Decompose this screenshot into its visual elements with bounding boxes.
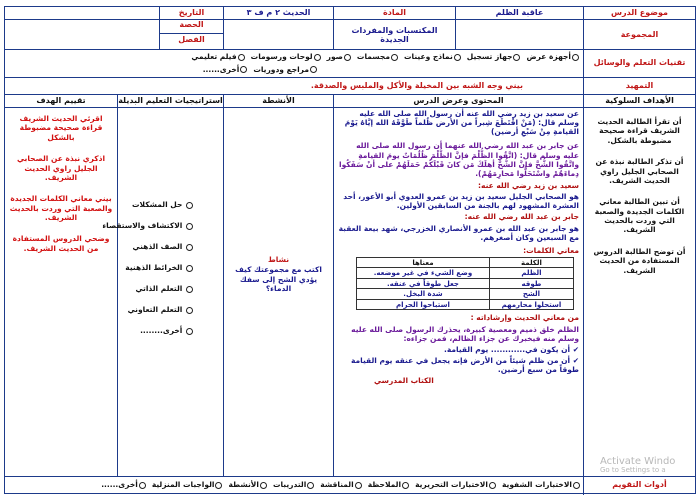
evaluation-item: وضحي الدروس المستفادة من الحديث الشريف. <box>12 234 110 253</box>
assessment-option[interactable] <box>273 481 314 490</box>
tech-option[interactable] <box>251 53 321 62</box>
goal-item: أن تبين الطالبة معاني الكلمات الجديدة والصعبة التي وردت بالحديث الشريف. <box>594 197 685 235</box>
words-header-cell: الكلمة <box>489 257 573 268</box>
word-cell: الشح <box>489 289 573 300</box>
narrator-1-title: سعيد بن زيد رضي الله عنه: <box>478 180 579 190</box>
radio-circle-icon[interactable] <box>215 482 222 489</box>
material-value: الحديث ٢ م ف ٣ <box>223 7 333 19</box>
header-row-2 <box>5 20 695 50</box>
radio-circle-icon[interactable] <box>260 482 267 489</box>
tech-option-label: مجسمات <box>356 52 390 61</box>
words-row <box>357 278 574 289</box>
assessment-option[interactable] <box>152 481 223 490</box>
assessment-option[interactable] <box>415 481 496 490</box>
words-row <box>357 289 574 300</box>
assessment-options <box>5 477 583 495</box>
activity-title: نشاط <box>267 255 290 264</box>
evaluation-item: بيني معاني الكلمات الجديدة والصعبة التي وردت بالحديث الشريف. <box>9 194 113 222</box>
narrator-1-text: هو الصحابي الجليل سعيد بن زيد بن عمرو العدوي أبو الأعور، أحد العشرة المشهود لهم بالجنة من السابقين الأولين. <box>343 192 579 211</box>
content-column <box>333 95 583 476</box>
radio-circle-icon[interactable] <box>355 482 362 489</box>
evaluation-header: تقييم الهدف <box>5 95 117 108</box>
meaning-cell: استباحوا الحرام <box>357 299 490 310</box>
tech-option-label: أجهزة عرض <box>526 52 571 61</box>
strategy-label: التعلم الذاتي <box>135 284 183 293</box>
assessment-option[interactable] <box>101 481 146 490</box>
radio-circle-icon[interactable] <box>186 265 193 272</box>
period-class-cell <box>159 20 223 49</box>
radio-circle-icon[interactable] <box>186 244 193 251</box>
source-label: الكتاب المدرسي <box>374 376 434 386</box>
goals-list <box>584 108 695 275</box>
strategies-column <box>102 95 223 476</box>
assessment-option-label: الاختبارات التحريرية <box>415 480 488 489</box>
lessons-title: من معاني الحديث وإرشاداته : <box>470 313 579 323</box>
intro-label: التمهيد <box>583 78 695 94</box>
assessment-option-label: التدريبات <box>272 480 307 489</box>
assessment-option[interactable] <box>228 481 266 490</box>
word-cell: طوقه <box>489 278 573 289</box>
evaluation-item: اقرئي الحديث الشريف قراءة صحيحة مضبوطة بالشكل <box>19 114 103 142</box>
radio-circle-icon[interactable] <box>344 54 351 61</box>
strategy-label: أخرى........ <box>140 326 183 335</box>
assessment-label: أدوات التقويم <box>583 477 695 495</box>
radio-circle-icon[interactable] <box>314 54 321 61</box>
radio-circle-icon[interactable] <box>186 328 193 335</box>
strategies-list <box>102 108 223 335</box>
blank-2: ✔ أن من ظلم شيئاً من الأرض فإنه يجعل في عنقه يوم القيامة طوقاً من سبع أرضين. <box>350 356 579 375</box>
tech-options-row-1 <box>9 52 579 62</box>
date-value[interactable] <box>5 7 159 19</box>
goal-item: أن توضح الطالبة الدروس المستفادة من الحديث الشريف. <box>593 246 686 275</box>
bullet-icon: ✔ <box>570 344 579 354</box>
tech-label: تقنيات التعلم والوسائل <box>583 50 695 77</box>
tech-options-row-2 <box>9 65 579 75</box>
radio-circle-icon[interactable] <box>238 54 245 61</box>
strategy-item[interactable] <box>122 305 193 314</box>
radio-circle-icon[interactable] <box>139 482 146 489</box>
strategy-item[interactable] <box>122 284 193 293</box>
meaning-cell: شدة البخل. <box>357 289 490 300</box>
words-header-cell: معناها <box>357 257 490 268</box>
radio-circle-icon[interactable] <box>402 482 409 489</box>
assessment-option[interactable] <box>502 481 580 490</box>
tech-option-label: مراجع ودوريات <box>253 64 309 74</box>
radio-circle-icon[interactable] <box>240 66 247 73</box>
watermark-line-2: Go to Settings to a <box>600 466 666 474</box>
skills-value: المكتسبات والمفردات الجديدة <box>333 20 455 49</box>
skills-empty <box>223 20 333 49</box>
subject-value: عاقبة الظلم <box>455 7 583 19</box>
blank-1: ✔ أن يكون في............ يوم القيامة. <box>443 344 579 354</box>
hadith-1: عن سعيد بن زيد رضي الله عنه أن رسول الله صلى الله عليه وسلم قال: (مَنْ اقْتَطَعَ شِبراً من الأرض ظُلماً طَوَّقَهُ الله إيَّاهُ يَوْمَ القيامةِ مِنْ سَبْعِ أرضين) <box>344 109 579 137</box>
narrator-2-title: جابر بن عبد الله رضي الله عنه: <box>464 212 579 222</box>
subject-label: موضوع الدرس <box>583 7 695 19</box>
header-row-1 <box>5 7 695 20</box>
evaluation-list <box>5 108 117 253</box>
tech-option-label: أخرى...... <box>202 64 240 74</box>
tech-option-label: نماذج وعينات <box>403 52 453 61</box>
goals-column <box>583 95 695 476</box>
radio-circle-icon[interactable] <box>454 54 461 61</box>
strategy-label: الخرائط الذهنية <box>125 263 183 272</box>
tech-row <box>5 50 695 78</box>
activities-header: الأنشطة <box>224 95 333 108</box>
lesson-plan-sheet <box>4 6 696 494</box>
main-body <box>5 95 695 477</box>
assessment-option-label: المناقشة <box>320 480 354 489</box>
goal-item: أن تقرأ الطالبة الحديث الشريف قراءة صحيحة مضبوطة بالشكل. <box>597 117 682 145</box>
words-table <box>356 257 574 311</box>
assessment-option-label: الاختبارات الشفوية <box>501 480 572 489</box>
words-row <box>357 299 574 310</box>
period-label: الحصة <box>160 20 223 34</box>
radio-circle-icon[interactable] <box>391 54 398 61</box>
word-cell: استحلوا محارمهم <box>489 299 573 310</box>
tech-option[interactable] <box>191 53 244 62</box>
strategies-header: استراتيجيات التعليم البديلة <box>118 95 223 108</box>
evaluation-column <box>5 95 117 476</box>
radio-circle-icon[interactable] <box>186 223 193 230</box>
radio-circle-icon[interactable] <box>513 54 520 61</box>
tech-option[interactable] <box>253 66 317 75</box>
activity-box <box>228 255 329 294</box>
watermark-line-1: Activate Windo <box>600 456 676 467</box>
tech-option[interactable] <box>467 53 521 62</box>
tech-option[interactable] <box>526 53 579 62</box>
group-label: المجموعة <box>583 20 695 49</box>
strategy-item[interactable] <box>122 263 193 272</box>
assessment-row <box>5 477 695 495</box>
meaning-cell: جعل طوقاً في عنقه. <box>357 278 490 289</box>
tech-options <box>5 50 583 77</box>
tech-option-label: جهاز تسجيل <box>466 52 513 61</box>
assessment-option-label: الأنشطة <box>228 480 259 489</box>
strategy-item[interactable] <box>122 326 193 335</box>
assessment-option-label: الواجبات المنزلية <box>151 480 215 489</box>
tech-option-label: صور <box>326 52 343 61</box>
assessment-option[interactable] <box>320 481 361 490</box>
material-label: المادة <box>333 7 455 19</box>
tech-option-label: فيلم تعليمي <box>191 52 237 61</box>
narrator-2-text: هو جابر بن عبد الله بن عمرو الأنصاري الخزرجي، شهد بيعة العقبة مع السبعين وكان أصغرهم. <box>338 223 579 242</box>
goals-header: الأهداف السلوكية <box>584 95 695 108</box>
radio-circle-icon[interactable] <box>489 482 496 489</box>
group-value[interactable] <box>455 20 583 49</box>
radio-circle-icon[interactable] <box>310 66 317 73</box>
radio-circle-icon[interactable] <box>186 202 193 209</box>
activation-watermark <box>600 456 675 475</box>
word-cell: الظلم <box>489 268 573 279</box>
strategy-label: التعلم التعاوني <box>127 305 183 314</box>
tech-option[interactable] <box>357 53 398 62</box>
activity-text: اكتب مع مجموعتك كيف يؤدي الشح إلى سفك الدماء؟ <box>235 264 322 294</box>
words-title: معاني الكلمات: <box>523 245 579 255</box>
lessons-text: الظلم خلق ذميم ومعصية كبيرة، يحذرك الرسول صلى الله عليه وسلم منه فيخبرك عن جزاء الظالم، فمن جزاءه: <box>351 324 579 343</box>
assessment-option[interactable] <box>368 481 409 490</box>
tech-option[interactable] <box>203 66 248 75</box>
strategy-label: الصف الذهني <box>132 242 183 251</box>
intro-row <box>5 78 695 95</box>
class-label: الفصل <box>178 35 205 44</box>
intro-text: بيني وجه الشبه بين المخيلة والأكل والملبس والصدقة. <box>310 81 523 90</box>
period-class-values[interactable] <box>5 20 159 49</box>
radio-circle-icon[interactable] <box>572 54 579 61</box>
radio-circle-icon[interactable] <box>186 307 193 314</box>
strategy-item[interactable] <box>122 242 193 251</box>
strategy-item[interactable] <box>102 221 193 230</box>
radio-circle-icon[interactable] <box>307 482 314 489</box>
goal-item: أن تذكر الطالبة نبذة عن الصحابي الجليل راوي الحديث الشريف. <box>595 157 684 185</box>
assessment-option-label: الملاحظة <box>367 480 402 489</box>
strategy-label: حل المشكلات <box>132 200 183 209</box>
assessment-option-label: أخرى...... <box>101 480 138 489</box>
evaluation-item: اذكري نبذة عن الصحابي الجليل راوي الحديث الشريف. <box>16 154 106 182</box>
words-row <box>357 268 574 279</box>
strategy-item[interactable] <box>122 200 193 209</box>
hadith-2: عن جابر بن عبد الله رضي الله عنهما أن رسول الله صلى الله عليه وسلم قال: (اتَّقُوا الظُّلْمَ فإنَّ الظُّلْمَ ظُلُمَاتٌ يومَ القيامةِ واتَّقُوا الشُّحَّ فإنَّ الشُّحَّ أهلَكَ مَن كانَ قَبْلَكُمْ حَمَلَهُمْ على أنْ سَفَكُوا دِماءَهُمْ واسْتَحَلُّوا مَحارِمَهُمْ). <box>339 141 579 178</box>
meaning-cell: وضع الشيء في غير موضعه. <box>357 268 490 279</box>
strategy-label: الاكتشاف والاستقصاء <box>102 221 183 230</box>
tech-option[interactable] <box>404 53 461 62</box>
date-label: التاريخ <box>159 7 223 19</box>
content-header: المحتوى وعرض الدرس <box>334 95 583 108</box>
radio-circle-icon[interactable] <box>186 286 193 293</box>
bullet-icon: ✔ <box>570 356 579 366</box>
words-header-row <box>357 257 574 268</box>
tech-option-label: لوحات ورسومات <box>250 52 313 61</box>
tech-option[interactable] <box>327 53 351 62</box>
activities-column <box>223 95 333 476</box>
radio-circle-icon[interactable] <box>573 482 580 489</box>
